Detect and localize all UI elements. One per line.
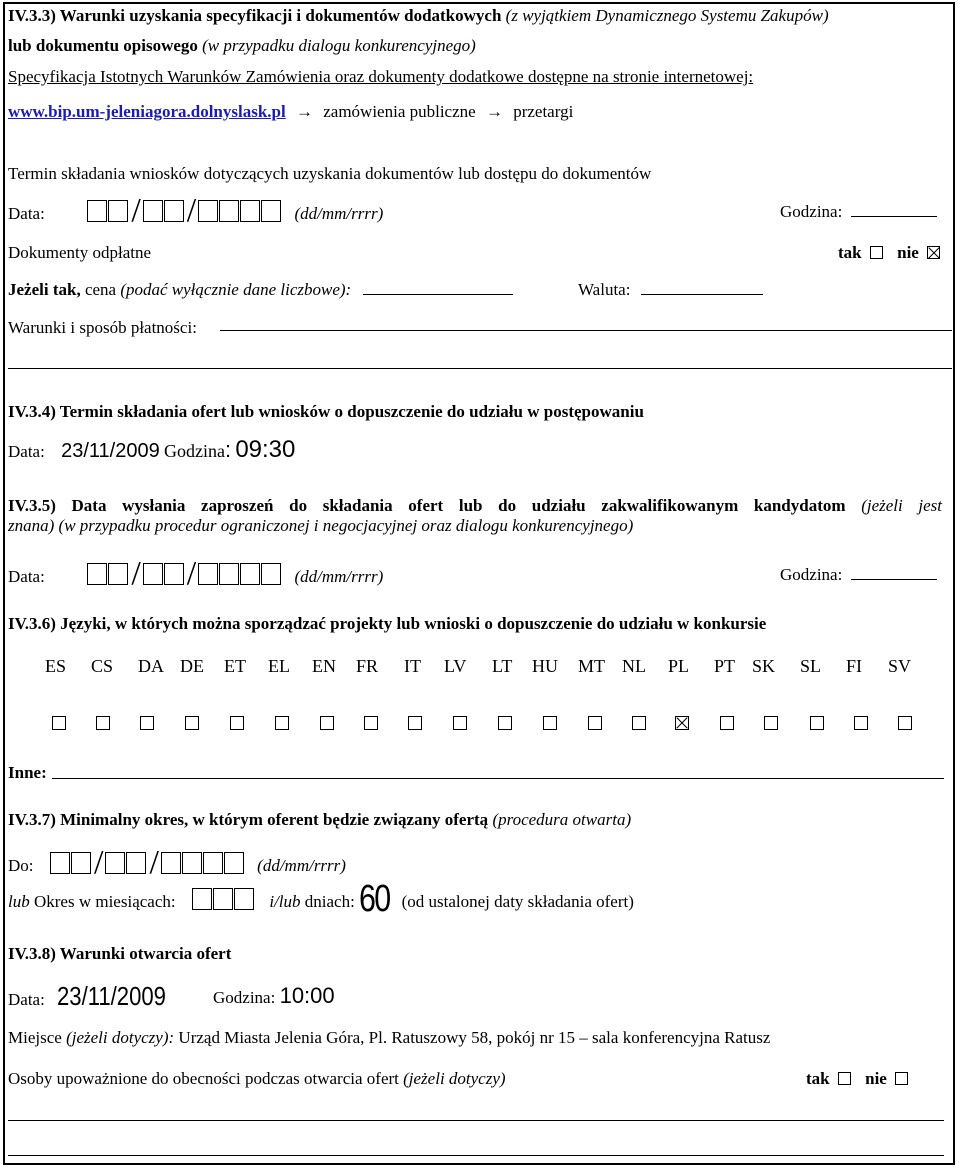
nav-zamowienia: zamówienia publiczne (323, 102, 476, 121)
date-label: Data: (8, 442, 45, 461)
date-digit-box[interactable] (164, 563, 184, 585)
nie-label: nie (865, 1069, 887, 1088)
place-row (8, 1028, 770, 1048)
line2-italic: (w przypadku dialogu konkurencyjnego) (202, 36, 476, 55)
spec-text: Specyfikacja Istotnych Warunków Zamówienia oraz dokumenty dodatkowe dostępne na stronie internetowej: (8, 67, 754, 86)
heading-italic: (procedura otwarta) (492, 810, 632, 829)
date-digit-box[interactable] (198, 200, 218, 222)
language-checkbox-wrap (720, 714, 734, 734)
date-digit-box[interactable] (240, 563, 260, 585)
language-code-mt: MT (578, 656, 605, 676)
time-row-iv33 (780, 200, 937, 222)
payment-label: Warunki i sposób płatności: (8, 318, 197, 337)
language-code-en: EN (312, 656, 336, 676)
slash: / (149, 844, 159, 881)
place-value: Urząd Miasta Jelenia Góra, Pl. Ratuszowy 58, pokój nr 15 – sala konferencyjna Ratusz (178, 1028, 771, 1047)
language-checkbox-sk[interactable] (764, 716, 778, 730)
language-checkbox-wrap (275, 714, 289, 734)
colon: : (224, 437, 232, 462)
payment-field[interactable] (220, 330, 952, 331)
language-code-el: EL (268, 656, 290, 676)
time-label: Godzina: (780, 565, 843, 584)
date-format-hint: (dd/mm/rrrr) (257, 856, 346, 875)
months-digit-box[interactable] (234, 888, 254, 910)
slash: / (131, 192, 141, 229)
language-code-et: ET (224, 656, 246, 676)
language-code-lt: LT (492, 656, 513, 676)
language-code-pt: PT (714, 656, 736, 676)
language-checkbox-fi[interactable] (854, 716, 868, 730)
date-digit-box[interactable] (87, 563, 107, 585)
language-code-es: ES (45, 656, 67, 676)
days-value: 60 (359, 878, 390, 920)
language-checkbox-lt[interactable] (498, 716, 512, 730)
date-digit-box[interactable] (105, 852, 125, 874)
other-languages-row (8, 763, 47, 783)
language-checkbox-wrap (364, 714, 378, 734)
date-digit-box[interactable] (203, 852, 223, 874)
payment-field-line2[interactable] (8, 368, 952, 369)
language-checkbox-wrap (52, 714, 66, 734)
date-digit-box[interactable] (71, 852, 91, 874)
language-checkbox-da[interactable] (140, 716, 154, 730)
time-label: Godzina: (213, 988, 276, 1007)
language-checkbox-mt[interactable] (588, 716, 602, 730)
language-checkbox-wrap (810, 714, 824, 734)
language-checkbox-nl[interactable] (632, 716, 646, 730)
persons-field-line2[interactable] (8, 1155, 944, 1156)
language-checkbox-hu[interactable] (543, 716, 557, 730)
time-row-iv35 (780, 563, 937, 585)
section-iv36-heading: IV.3.6) Języki, w których można sporządzać projekty lub wnioski o dopuszczenie do udziału w konkursie (8, 614, 767, 633)
language-code-de: DE (180, 656, 204, 676)
heading-italic: (jeżeli jest (861, 496, 942, 515)
months-label: Okres w miesiącach: (33, 892, 176, 911)
date-digit-box[interactable] (161, 852, 181, 874)
currency-field[interactable] (641, 278, 763, 295)
language-checkbox-wrap (185, 714, 199, 734)
language-checkbox-wrap (543, 714, 557, 734)
language-code-cs: CS (91, 656, 114, 676)
place-italic: (jeżeli dotyczy): (66, 1028, 175, 1047)
date-digit-box[interactable] (198, 563, 218, 585)
language-code-it: IT (404, 656, 421, 676)
slash: / (186, 555, 197, 592)
language-checkbox-de[interactable] (185, 716, 199, 730)
nie-label: nie (897, 243, 919, 262)
date-digit-box[interactable] (108, 200, 128, 222)
language-checkbox-sv[interactable] (898, 716, 912, 730)
language-checkbox-wrap (764, 714, 778, 734)
price-italic: (podać wyłącznie dane liczbowe): (120, 280, 352, 299)
opening-time-row (213, 983, 335, 1008)
tak-label: tak (838, 243, 862, 262)
language-checkbox-et[interactable] (230, 716, 244, 730)
section-iv35-line2: znana) (w przypadku procedur ograniczonej i negocjacyjnej oraz dialogu konkurencyjnego) (8, 516, 634, 535)
date-digit-box[interactable] (224, 852, 244, 874)
language-code-fr: FR (356, 656, 379, 676)
date-row-iv34 (8, 436, 296, 463)
language-code-nl: NL (622, 656, 646, 676)
opening-date-row (8, 981, 185, 1011)
language-checkbox-wrap (632, 714, 646, 734)
time-label: Godzina (163, 441, 225, 461)
months-digit-box[interactable] (213, 888, 233, 910)
opening-time-value: 10:00 (279, 983, 335, 1008)
price-field[interactable] (363, 278, 513, 295)
date-digit-box[interactable] (261, 200, 281, 222)
date-digit-box[interactable] (50, 852, 70, 874)
arrow-right-icon: → (485, 102, 503, 121)
heading-italic: (z wyjątkiem Dynamicznego Systemu Zakupów) (505, 6, 829, 25)
time-field[interactable] (851, 200, 937, 217)
lub-label: lub (8, 892, 30, 911)
language-code-hu: HU (532, 656, 558, 676)
date-digit-box[interactable] (87, 200, 107, 222)
date-digit-box[interactable] (240, 200, 260, 222)
time-value: 09:30 (235, 436, 296, 463)
language-code-sl: SL (800, 656, 822, 676)
section-iv35-heading (8, 496, 942, 516)
section-iv33-heading (8, 6, 829, 26)
language-checkbox-wrap (230, 714, 244, 734)
opening-date-value: 23/11/2009 (57, 981, 167, 1011)
heading-bold: IV.3.5) Data wysłania zaproszeń do składania ofert lub do udziału zakwalifikowanym kandydatom (8, 496, 846, 515)
paid-docs-choice (838, 243, 940, 263)
language-checkbox-sl[interactable] (810, 716, 824, 730)
nav-przetargi: przetargi (513, 102, 574, 121)
days-label: dniach: (304, 892, 355, 911)
do-label: Do: (8, 856, 34, 875)
slash: / (131, 555, 141, 592)
language-code-pl: PL (668, 656, 690, 676)
language-checkbox-wrap (140, 714, 154, 734)
language-checkbox-pl[interactable] (675, 716, 689, 730)
period-row (8, 878, 634, 920)
language-checkbox-fr[interactable] (364, 716, 378, 730)
language-checkbox-wrap (588, 714, 602, 734)
section-iv38-heading: IV.3.8) Warunki otwarcia ofert (8, 944, 232, 963)
date-digit-box[interactable] (219, 563, 239, 585)
line2-bold: lub dokumentu opisowego (8, 36, 198, 55)
persons-italic: (jeżeli dotyczy) (403, 1069, 506, 1088)
heading-bold: IV.3.3) Warunki uzyskania specyfikacji i dokumentów dodatkowych (8, 6, 502, 25)
time-field[interactable] (851, 563, 937, 580)
currency-row (578, 278, 763, 300)
place-label: Miejsce (8, 1028, 62, 1047)
persons-field-line1[interactable] (8, 1120, 944, 1121)
section-iv34-heading: IV.3.4) Termin składania ofert lub wniosków o dopuszczenie do udziału w postępowaniu (8, 402, 644, 421)
language-checkbox-el[interactable] (275, 716, 289, 730)
date-digit-box[interactable] (108, 563, 128, 585)
language-checkbox-en[interactable] (320, 716, 334, 730)
paid-docs-label: Dokumenty odpłatne (8, 243, 152, 262)
date-digit-box[interactable] (182, 852, 202, 874)
arrow-right-icon: → (295, 102, 313, 121)
currency-label: Waluta: (578, 280, 631, 299)
language-checkbox-pt[interactable] (720, 716, 734, 730)
bip-link[interactable]: www.bip.um-jeleniagora.dolnyslask.pl (8, 102, 286, 121)
heading-bold: IV.3.7) Minimalny okres, w którym oferent będzie związany ofertą (8, 810, 489, 829)
tak-checkbox[interactable] (838, 1072, 851, 1085)
language-checkbox-wrap (498, 714, 512, 734)
language-checkbox-lv[interactable] (453, 716, 467, 730)
price-bold: Jeżeli tak, (8, 280, 81, 299)
date-row-iv33 (8, 192, 384, 229)
language-checkbox-wrap (453, 714, 467, 734)
months-digit-box[interactable] (192, 888, 212, 910)
section-iv37-heading (8, 810, 631, 830)
price-plain: cena (84, 280, 117, 299)
deadline-text: Termin składania wniosków dotyczących uzyskania dokumentów lub dostępu do dokumentów (8, 164, 652, 183)
language-codes-row (0, 656, 960, 680)
tak-label: tak (806, 1069, 830, 1088)
language-code-lv: LV (444, 656, 467, 676)
slash: / (94, 844, 104, 881)
language-checkbox-cs[interactable] (96, 716, 110, 730)
language-checkbox-wrap (898, 714, 912, 734)
date-format-hint: (dd/mm/rrrr) (294, 567, 384, 586)
price-row (8, 278, 513, 300)
tak-checkbox[interactable] (870, 246, 883, 259)
language-code-fi: FI (846, 656, 863, 676)
language-checkbox-wrap (320, 714, 334, 734)
ilub-label: i/lub (269, 892, 301, 911)
language-checkbox-es[interactable] (52, 716, 66, 730)
section-iv33-line2 (8, 36, 476, 56)
language-code-sv: SV (888, 656, 912, 676)
other-label: Inne: (8, 763, 47, 782)
date-digit-box[interactable] (219, 200, 239, 222)
language-code-da: DA (138, 656, 164, 676)
language-checkbox-wrap (675, 714, 689, 734)
persons-label: Osoby upoważnione do obecności podczas otwarcia ofert (8, 1069, 399, 1088)
date-label: Data: (8, 990, 45, 1009)
date-value: 23/11/2009 (61, 440, 160, 462)
days-note: (od ustalonej daty składania ofert) (401, 892, 634, 911)
persons-row (8, 1069, 506, 1089)
date-digit-box[interactable] (164, 200, 184, 222)
language-checkbox-it[interactable] (408, 716, 422, 730)
other-languages-field[interactable] (52, 778, 944, 779)
url-line (8, 102, 573, 122)
language-checkbox-wrap (408, 714, 422, 734)
persons-choice (806, 1069, 908, 1089)
nie-checkbox[interactable] (895, 1072, 908, 1085)
nie-checkbox-checked[interactable] (927, 246, 940, 259)
language-checkbox-wrap (96, 714, 110, 734)
date-label: Data: (8, 567, 45, 586)
date-format-hint: (dd/mm/rrrr) (294, 204, 384, 223)
date-row-iv35 (8, 555, 384, 592)
slash: / (186, 192, 197, 229)
language-code-sk: SK (752, 656, 776, 676)
date-digit-box[interactable] (143, 563, 163, 585)
date-digit-box[interactable] (126, 852, 146, 874)
date-digit-box[interactable] (143, 200, 163, 222)
language-checkbox-wrap (854, 714, 868, 734)
time-label: Godzina: (780, 202, 843, 221)
do-date-row (8, 844, 346, 881)
date-digit-box[interactable] (261, 563, 281, 585)
date-label: Data: (8, 204, 45, 223)
